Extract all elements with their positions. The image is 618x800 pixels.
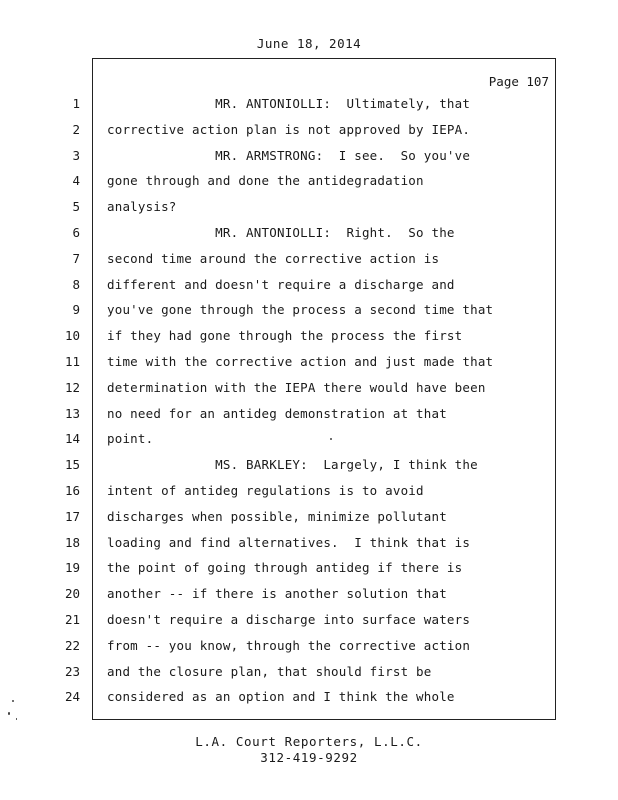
transcript-line: point. (107, 431, 154, 446)
transcript-line: loading and find alternatives. I think that is (107, 535, 471, 550)
line-number: 22 (64, 638, 80, 653)
line-number: 14 (64, 431, 80, 446)
scan-speck (16, 718, 17, 720)
line-number: 19 (64, 560, 80, 575)
line-number: 20 (64, 586, 80, 601)
transcript-line: considered as an option and I think the whole (107, 689, 455, 704)
page-number: Page 107 (488, 74, 549, 89)
transcript-line: if they had gone through the process the first (107, 328, 463, 343)
line-number: 13 (64, 406, 80, 421)
line-number: 5 (72, 199, 80, 214)
transcript-line: doesn't require a discharge into surface waters (107, 612, 471, 627)
line-number: 2 (72, 122, 80, 137)
line-number: 10 (64, 328, 80, 343)
reporter-phone: 312-419-9292 (260, 750, 358, 765)
transcript-line: MR. ANTONIOLLI: Right. So the (107, 225, 455, 240)
line-number: 12 (64, 380, 80, 395)
line-number: 8 (72, 277, 80, 292)
line-number: 17 (64, 509, 80, 524)
transcript-line: MR. ANTONIOLLI: Ultimately, that (107, 96, 471, 111)
line-number: 18 (64, 535, 80, 550)
line-number: 15 (64, 457, 80, 472)
line-number: 3 (72, 148, 80, 163)
reporter-company: L.A. Court Reporters, L.L.C. (195, 734, 423, 749)
transcript-line: second time around the corrective action is (107, 251, 440, 266)
line-number: 24 (64, 689, 80, 704)
line-number: 4 (72, 173, 80, 188)
transcript-line: you've gone through the process a second time that (107, 302, 494, 317)
line-number: 21 (64, 612, 80, 627)
transcript-line: different and doesn't require a discharge and (107, 277, 455, 292)
transcript-line: corrective action plan is not approved by IEPA. (107, 122, 471, 137)
scan-speck (12, 700, 14, 702)
line-number: 16 (64, 483, 80, 498)
transcript-line: and the closure plan, that should first be (107, 664, 432, 679)
transcript-line: another -- if there is another solution that (107, 586, 447, 601)
transcript-line: the point of going through antideg if there is (107, 560, 463, 575)
transcript-date: June 18, 2014 (256, 36, 362, 51)
line-number: 1 (72, 96, 80, 111)
transcript-line: MS. BARKLEY: Largely, I think the (107, 457, 478, 472)
transcript-line: no need for an antideg demonstration at that (107, 406, 447, 421)
scan-speck (8, 712, 10, 715)
line-number: 23 (64, 664, 80, 679)
transcript-line: time with the corrective action and just made that (107, 354, 494, 369)
transcript-line: MR. ARMSTRONG: I see. So you've (107, 148, 471, 163)
transcript-line: intent of antideg regulations is to avoid (107, 483, 424, 498)
line-number: 6 (72, 225, 80, 240)
transcript-line: analysis? (107, 199, 177, 214)
line-number: 9 (72, 302, 80, 317)
line-number: 7 (72, 251, 80, 266)
transcript-line: discharges when possible, minimize pollutant (107, 509, 447, 524)
scan-speck (330, 438, 332, 440)
transcript-line: determination with the IEPA there would have been (107, 380, 486, 395)
line-number: 11 (64, 354, 80, 369)
transcript-line: from -- you know, through the corrective action (107, 638, 471, 653)
transcript-line: gone through and done the antidegradation (107, 173, 424, 188)
